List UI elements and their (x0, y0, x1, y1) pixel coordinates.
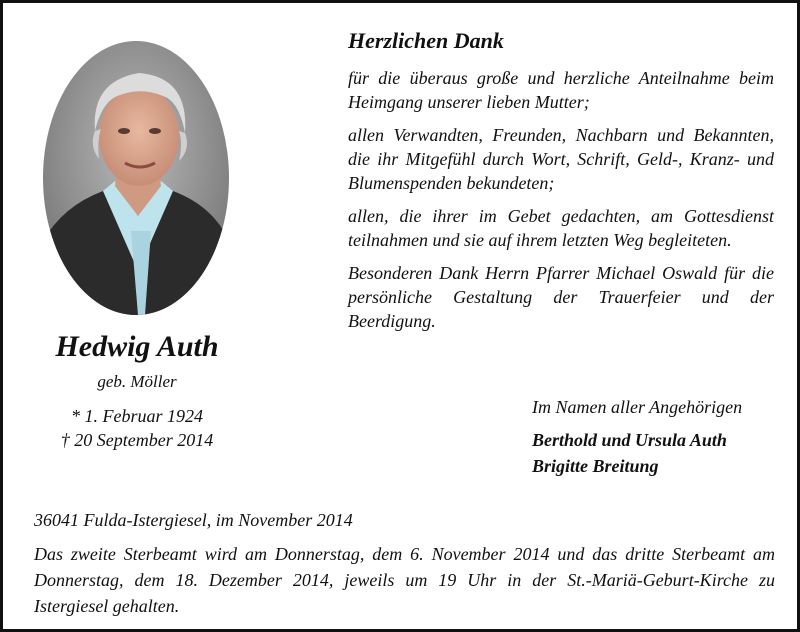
deceased-name: Hedwig Auth (55, 330, 219, 363)
portrait-photo (43, 41, 229, 315)
thanks-heading: Herzlichen Dank (348, 28, 504, 53)
thanks-paragraph-4: Besonderen Dank Herrn Pfarrer Michael Oswald für die persönliche Gestaltung der Trauerfeier und der Beerdigung. (348, 263, 774, 331)
requiem-notice: Das zweite Sterbeamt wird am Donnerstag, dem 6. November 2014 und das dritte Sterbeamt am Donnerstag, dem 18. Dezember 2014, jeweils um 19 Uhr in der St.-Mariä-Geburt-Kirche zu Istergiesel gehalten. (34, 544, 775, 616)
maiden-name: geb. Möller (97, 372, 177, 391)
thanks-paragraph-3: allen, die ihrer im Gebet gedachten, am Gottesdienst teilnahmen und sie auf ihrem letzten Weg begleiteten. (348, 206, 774, 250)
birth-date: * 1. Februar 1924 (71, 406, 203, 426)
signature-name: Berthold und Ursula Auth (532, 430, 727, 450)
thanks-paragraph-2: allen Verwandten, Freunden, Nachbarn und Bekannten, die ihr Mitgefühl durch Wort, Schrift, Geld-, Kranz- und Blumenspenden bekundeten; (348, 125, 774, 193)
thanks-section (348, 26, 774, 342)
signature-intro: Im Namen aller Angehörigen (532, 397, 743, 417)
signature-block (532, 395, 782, 479)
life-dates (3, 404, 271, 452)
death-date: † 20 September 2014 (60, 430, 214, 450)
signature-name: Brigitte Breitung (532, 456, 659, 476)
place-date: 36041 Fulda-Istergiesel, im November 2014 (34, 510, 353, 530)
thanks-paragraph-1: für die überaus große und herzliche Anteilnahme beim Heimgang unserer lieben Mutter; (348, 68, 774, 112)
